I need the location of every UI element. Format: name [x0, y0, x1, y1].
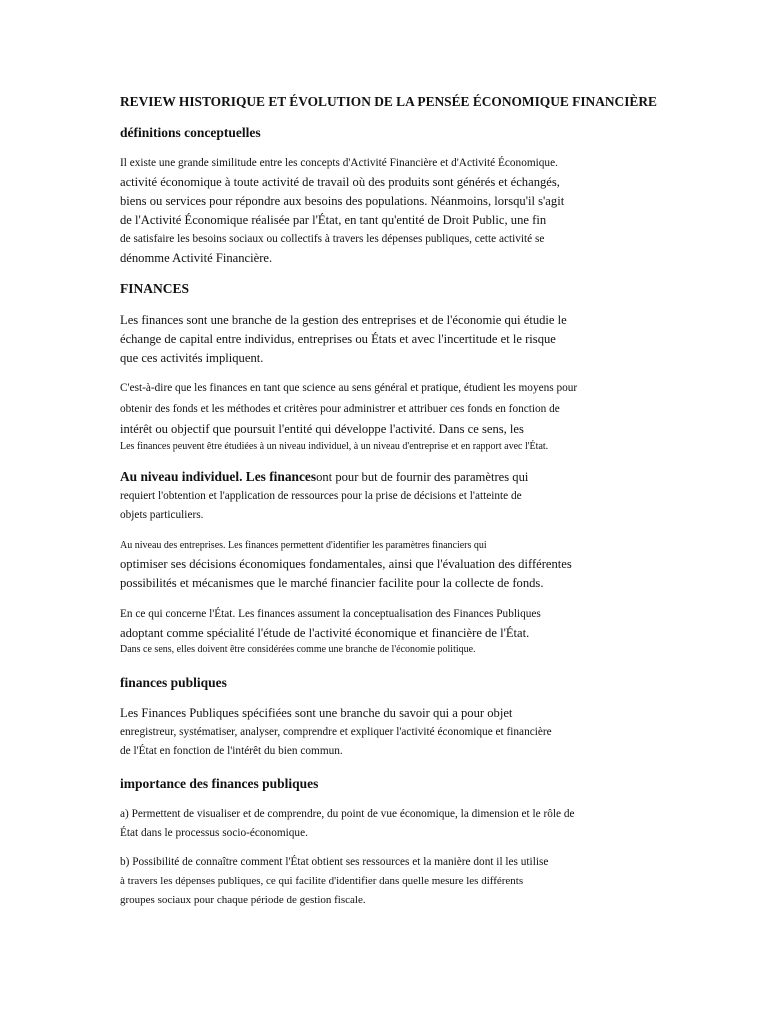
text-line — [120, 467, 528, 487]
text-line: de l'Activité Économique réalisée par l'État, en tant qu'entité de Droit Public, une fin — [120, 213, 547, 227]
definitions-paragraph — [120, 154, 564, 268]
finances-paragraph-3 — [120, 467, 528, 525]
heading-public-finance: finances publiques — [120, 675, 227, 690]
lead-rest: ont pour but de fournir des paramètres qui — [316, 470, 529, 484]
importance-item-b — [120, 853, 548, 910]
text-line: Les finances peuvent être étudiées à un niveau individuel, à un niveau d'entreprise et en rapport avec l'État. — [120, 441, 549, 452]
heading-finances: FINANCES — [120, 281, 190, 296]
text-line: Il existe une grande similitude entre les concepts d'Activité Financière et d'Activité Économique. — [120, 157, 558, 169]
text-line: possibilités et mécanismes que le marché financier facilite pour la collecte de fonds. — [120, 576, 544, 590]
text-line: dénomme Activité Financière. — [120, 251, 273, 265]
text-line: enregistreur, systématiser, analyser, comprendre et expliquer l'activité économique et financière — [120, 726, 552, 738]
text-line: groupes sociaux pour chaque période de gestion fiscale. — [120, 894, 366, 906]
text-line: b) Possibilité de connaître comment l'État obtient ses ressources et la manière dont il les utilise — [120, 856, 549, 868]
text-line: optimiser ses décisions économiques fondamentales, ainsi que l'évaluation des différentes — [120, 557, 572, 571]
document-title: REVIEW HISTORIQUE ET ÉVOLUTION DE LA PENSÉE ÉCONOMIQUE FINANCIÈRE — [120, 94, 657, 109]
heading-importance: importance des finances publiques — [120, 776, 319, 791]
text-line: que ces activités impliquent. — [120, 351, 264, 365]
importance-item-a — [120, 805, 705, 843]
bold-lead: Au niveau individuel. Les finances — [120, 469, 317, 484]
text-line: Au niveau des entreprises. Les finances permettent d'identifier les paramètres financiers qui — [120, 540, 487, 551]
text-line: objets particuliers. — [120, 509, 204, 521]
text-line: Les Finances Publiques spécifiées sont une branche du savoir qui a pour objet — [120, 706, 513, 720]
text-line: obtenir des fonds et les méthodes et critères pour administrer et attribuer ces fonds en fonction de — [120, 403, 560, 415]
text-line: de satisfaire les besoins sociaux ou collectifs à travers les dépenses publiques, cette activité se — [120, 233, 545, 245]
text-line: échange de capital entre individus, entreprises ou États et avec l'incertitude et le risque — [120, 332, 556, 346]
text-line: a) Permettent de visualiser et de comprendre, du point de vue économique, la dimension et le rôle de — [120, 808, 575, 820]
text-line: biens ou services pour répondre aux besoins des populations. Néanmoins, lorsqu'il s'agit — [120, 194, 565, 208]
text-line: à travers les dépenses publiques, ce qui facilite d'identifier dans quelle mesure les différents — [120, 875, 524, 887]
text-line: Les finances sont une branche de la gestion des entreprises et de l'économie qui étudie le — [120, 313, 567, 327]
finances-paragraph-2 — [120, 378, 577, 455]
text-line: C'est-à-dire que les finances en tant que science au sens général et pratique, étudient les moyens pour — [120, 382, 578, 394]
text-line: intérêt ou objectif que poursuit l'entité qui développe l'activité. Dans ce sens, les — [120, 422, 524, 436]
text-line: adoptant comme spécialité l'étude de l'activité économique et financière de l'État. — [120, 626, 530, 640]
finances-paragraph-4 — [120, 537, 572, 593]
text-line: État dans le processus socio-économique. — [120, 827, 308, 839]
text-line: Dans ce sens, elles doivent être considérées comme une branche de l'économie politique. — [120, 644, 476, 655]
text-line: activité économique à toute activité de travail où des produits sont générés et échangés, — [120, 175, 560, 189]
text-line: En ce qui concerne l'État. Les finances assument la conceptualisation des Finances Publiques — [120, 608, 541, 620]
public-finance-paragraph — [120, 704, 552, 761]
finances-paragraph-1 — [120, 311, 567, 368]
heading-definitions: définitions conceptuelles — [120, 125, 261, 140]
finances-paragraph-5 — [120, 605, 541, 657]
text-line: de l'État en fonction de l'intérêt du bien commun. — [120, 745, 343, 757]
text-line: requiert l'obtention et l'application de ressources pour la prise de décisions et l'atteinte de — [120, 490, 522, 502]
